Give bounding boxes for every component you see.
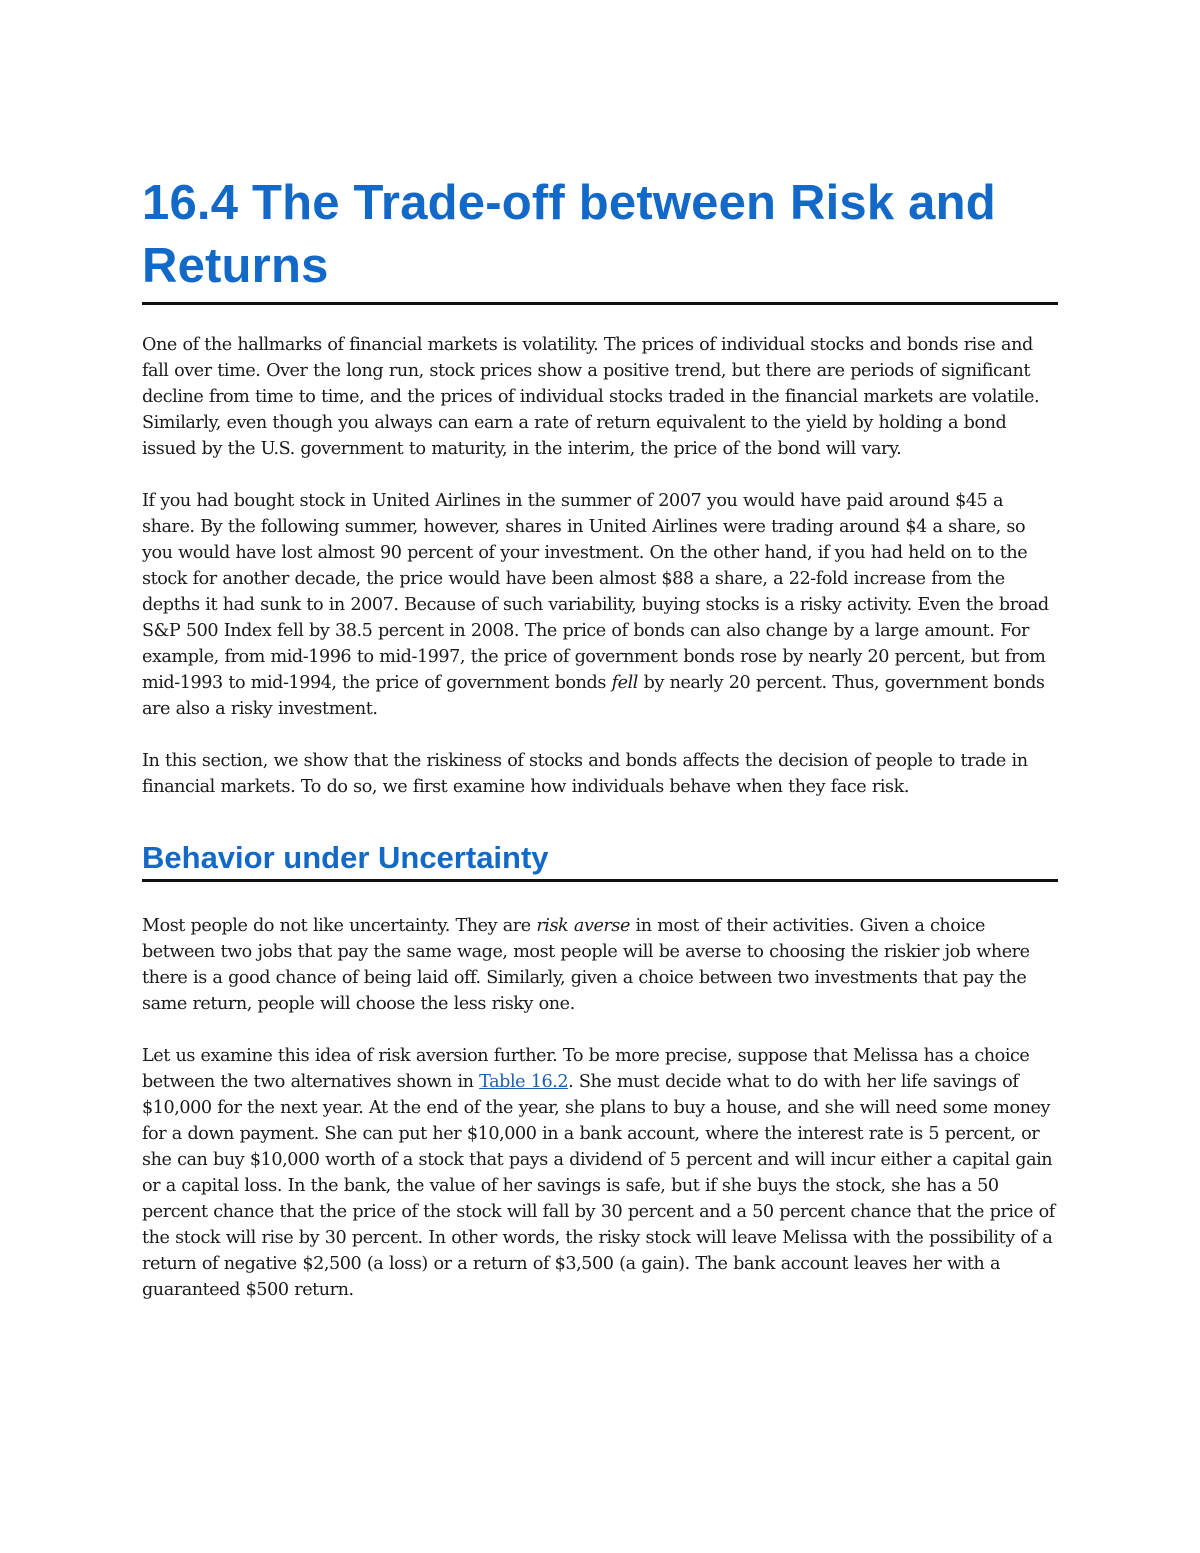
- section-heading: Behavior under Uncertainty: [142, 839, 1058, 882]
- paragraph-text: Let us examine this idea of risk aversion further. To be more precise, suppose that Melissa has a choice between the two alternatives shown in: [142, 1046, 1030, 1092]
- paragraph-risk-averse: [142, 913, 1058, 1017]
- paragraph-volatility: One of the hallmarks of financial markets is volatility. The prices of individual stocks and bonds rise and fall over time. Over the long run, stock prices show a positive trend, but there are periods of significant decline from time to time, and the prices of individual stocks traded in the financial markets are volatile. Similarly, even though you always can earn a rate of return equivalent to the yield by holding a bond issued by the U.S. government to maturity, in the interim, the price of the bond will vary.: [142, 335, 1040, 459]
- paragraph-text: by nearly 20 percent. Thus, government bonds are also a risky investment.: [142, 673, 1045, 719]
- table-16-2-link[interactable]: Table 16.2: [479, 1072, 569, 1092]
- emphasis-text: fell: [611, 673, 638, 693]
- page-title: 16.4 The Trade-off between Risk and Returns: [142, 172, 1058, 305]
- document-page: [142, 172, 1058, 1303]
- emphasis-text: risk averse: [536, 916, 630, 936]
- paragraph-text: . She must decide what to do with her life savings of $10,000 for the next year. At the end of the year, she plans to buy a house, and she will need some money for a down payment. She can put her $10,000 in a bank account, where the interest rate is 5 percent, or she can buy $10,000 worth of a stock that pays a dividend of 5 percent and will incur either a capital gain or a capital loss. In the bank, the value of her savings is safe, but if she buys the stock, she has a 50 percent chance that the price of the stock will fall by 30 percent and a 50 percent chance that the price of the stock will rise by 30 percent. In other words, the risky stock will leave Melissa with the possibility of a return of negative $2,500 (a loss) or a return of $3,500 (a gain). The bank account leaves her with a guaranteed $500 return.: [142, 1072, 1055, 1300]
- paragraph-section-intro: In this section, we show that the riskiness of stocks and bonds affects the decision of people to trade in financial markets. To do so, we first examine how individuals behave when they face risk.: [142, 751, 1028, 797]
- paragraph-text: in most of their activities. Given a choice between two jobs that pay the same wage, most people will be averse to choosing the riskier job where there is a good chance of being laid off. Similarly, given a choice between two investments that pay the same return, people will choose the less risky one.: [142, 916, 1030, 1014]
- paragraph-united-airlines: [142, 488, 1058, 722]
- paragraph-text: If you had bought stock in United Airlines in the summer of 2007 you would have paid around $45 a share. By the following summer, however, shares in United Airlines were trading around $4 a share, so you would have lost almost 90 percent of your investment. On the other hand, if you had held on to the stock for another decade, the price would have been almost $88 a share, a 22-fold increase from the depths it had sunk to in 2007. Because of such variability, buying stocks is a risky activity. Even the broad S&P 500 Index fell by 38.5 percent in 2008. The price of bonds can also change by a large amount. For example, from mid-1996 to mid-1997, the price of government bonds rose by nearly 20 percent, but from mid-1993 to mid-1994, the price of government bonds: [142, 491, 1049, 693]
- paragraph-text: Most people do not like uncertainty. They are: [142, 916, 537, 936]
- paragraph-melissa-example: [142, 1043, 1058, 1303]
